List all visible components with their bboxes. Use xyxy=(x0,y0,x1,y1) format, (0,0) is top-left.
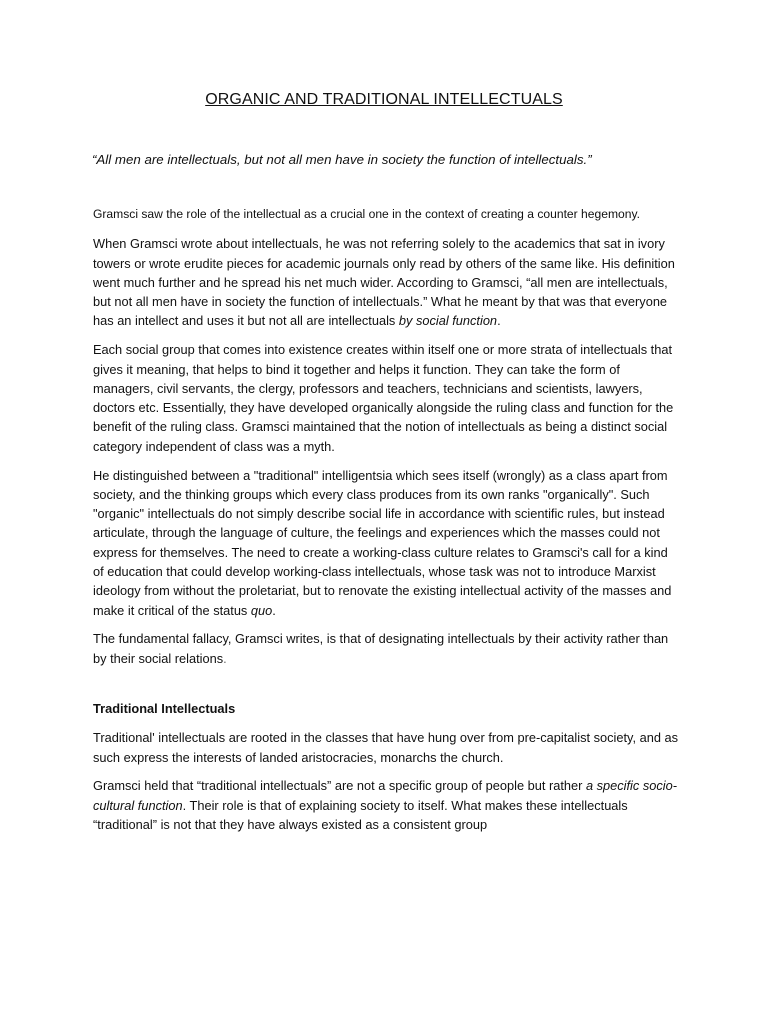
paragraph-definition xyxy=(93,234,681,330)
epigraph-quote: “All men are intellectuals, but not all men have in society the function of intellectuals.” xyxy=(92,152,592,167)
paragraph-fallacy xyxy=(93,629,681,668)
paragraph-traditional-function xyxy=(93,776,681,834)
document-body xyxy=(93,205,681,844)
paragraph-text: Gramsci held that “traditional intellectuals” are not a specific group of people but rather xyxy=(93,778,586,794)
paragraph-traditional-roots: Traditional' intellectuals are rooted in the classes that have hung over from pre-capitalist society, and as such express the interests of landed aristocracies, monarchs the church. xyxy=(93,730,679,765)
paragraph-end: . xyxy=(497,313,501,329)
emphasis-text: quo xyxy=(250,602,273,618)
emphasis-text: a specific socio-cultural function xyxy=(93,778,677,813)
section-heading-traditional: Traditional Intellectuals xyxy=(93,701,236,717)
paragraph-end: . xyxy=(272,602,276,618)
paragraph-end: . xyxy=(223,650,227,666)
paragraph-text: When Gramsci wrote about intellectuals, he was not referring solely to the academics that sat in ivory towers or wrote erudite pieces for academic journals only read by others of the same like. His definition went much further and he spread his net much wider. According to Gramsci, “all men are intellectuals, but not all men have in society the function of intellectuals.” What he meant by that was that everyone has an intellect and uses it but not all are intellectuals xyxy=(93,236,675,329)
paragraph-end: . Their role is that of explaining society to itself. What makes these intellectuals “traditional” is not that they have always existed as a consistent group xyxy=(93,797,628,833)
paragraph-text: The fundamental fallacy, Gramsci writes, is that of designating intellectuals by their activity rather than by their social relations xyxy=(93,631,669,666)
paragraph-traditional-vs-organic xyxy=(93,466,681,620)
emphasis-text: by social function xyxy=(398,313,498,329)
paragraph-text: He distinguished between a "traditional" intelligentsia which sees itself (wrongly) as a class apart from society, and the thinking groups which every class produces from its own ranks "organically". Such "organic" intellectuals do not simply describe social life in accordance with scientific rules, but instead articulate, through the language of culture, the feelings and experiences which the masses could not express for themselves. The need to create a working-class culture relates to Gramsci's call for a kind of education that could develop working-class intellectuals, whose task was not to introduce Marxist ideology from without the proletariat, but to renovate the existing intellectual activity of the masses and make it critical of the status xyxy=(93,467,672,618)
paragraph-social-groups: Each social group that comes into existence creates within itself one or more strata of intellectuals that gives it meaning, that helps to bind it together and helps it function. They can take the form of managers, civil servants, the clergy, professors and teachers, technicians and scientists, lawyers, doctors etc. Essentially, they have developed organically alongside the ruling class and function for the benefit of the ruling class. Gramsci maintained that the notion of intellectuals as being a distinct social category independent of class was a myth. xyxy=(93,342,674,454)
page-title: ORGANIC AND TRADITIONAL INTELLECTUALS xyxy=(205,91,563,108)
intro-paragraph: Gramsci saw the role of the intellectual as a crucial one in the context of creating a counter hegemony. xyxy=(93,207,640,221)
